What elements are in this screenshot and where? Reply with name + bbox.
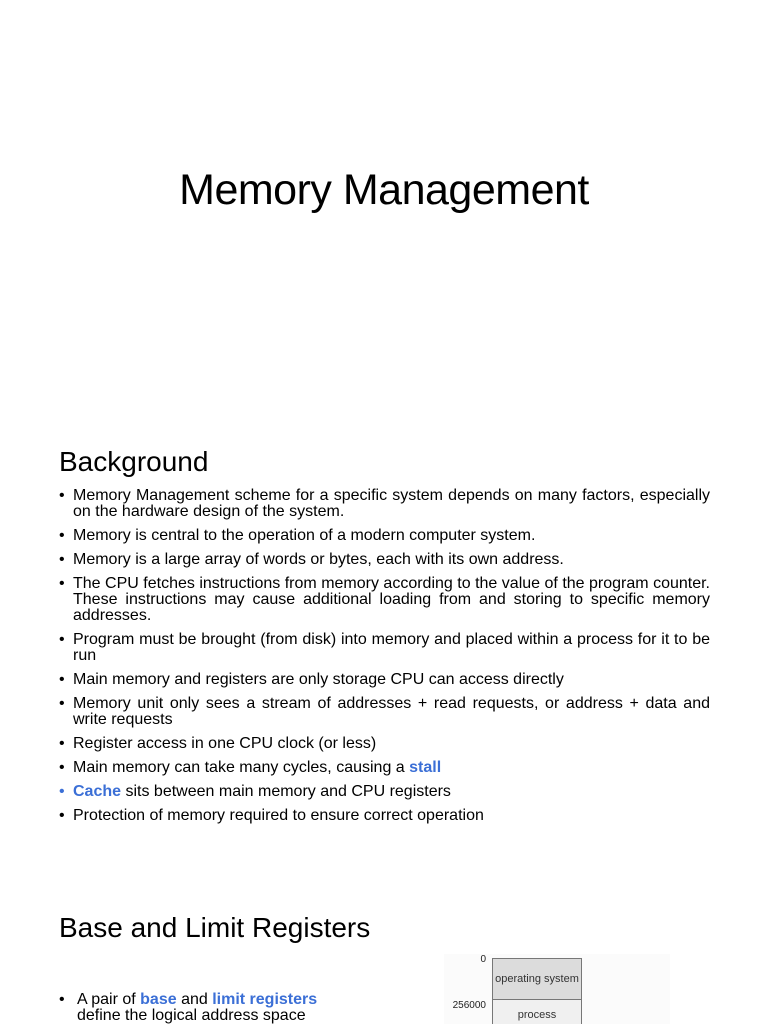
highlight-limit-registers: limit registers	[212, 991, 318, 1008]
highlight-cache: Cache	[73, 783, 122, 800]
process-label: process	[517, 1009, 557, 1021]
bullet-item: • Memory is a large array of words or bytes, each with its own address.	[59, 552, 710, 568]
bullet-item: • Protection of memory required to ensure correct operation	[59, 808, 710, 824]
address-label: 0	[480, 954, 486, 965]
bullet-text: and	[176, 991, 213, 1008]
slide-heading: Base and Limit Registers	[59, 912, 371, 943]
bullet-item	[59, 992, 359, 1024]
background-slide	[0, 426, 768, 866]
bullet-item: • Program must be brought (from disk) into memory and placed within a process for it to be run	[59, 632, 710, 664]
os-label: operating system	[495, 973, 579, 985]
title-slide	[0, 0, 768, 426]
bullet-list	[59, 992, 359, 1024]
bullet-item: • Memory is central to the operation of a modern computer system.	[59, 528, 710, 544]
bullet-text: define the logical address space	[77, 1007, 306, 1024]
base-limit-slide	[0, 866, 768, 1024]
bullet-item: • Register access in one CPU clock (or less)	[59, 736, 710, 752]
os-block	[492, 958, 582, 1000]
bullet-item: • Memory Management scheme for a specific system depends on many factors, especially on the hardware design of the system.	[59, 488, 710, 520]
bullet-item: • Main memory and registers are only storage CPU can access directly	[59, 672, 710, 688]
highlight-stall: stall	[409, 759, 442, 776]
memory-diagram	[444, 954, 670, 1024]
bullet-item-stall	[59, 760, 710, 776]
process-block	[492, 999, 582, 1024]
slide-title: Memory Management	[179, 166, 589, 214]
slide-heading: Background	[59, 446, 209, 477]
highlight-base: base	[140, 991, 177, 1008]
bullet-text: sits between main memory and CPU registers	[121, 783, 451, 800]
bullet-item: • Memory unit only sees a stream of addresses + read requests, or address + data and write requests	[59, 696, 710, 728]
bullet-text: Main memory can take many cycles, causing a	[73, 759, 410, 776]
address-label: 256000	[452, 1000, 486, 1011]
bullet-list	[59, 488, 710, 832]
bullet-item: • The CPU fetches instructions from memory according to the value of the program counter. These instructions may cause additional loading from and storing to specific memory addresses.	[59, 576, 710, 624]
bullet-text: A pair of	[77, 991, 141, 1008]
bullet-item-cache	[59, 784, 710, 800]
